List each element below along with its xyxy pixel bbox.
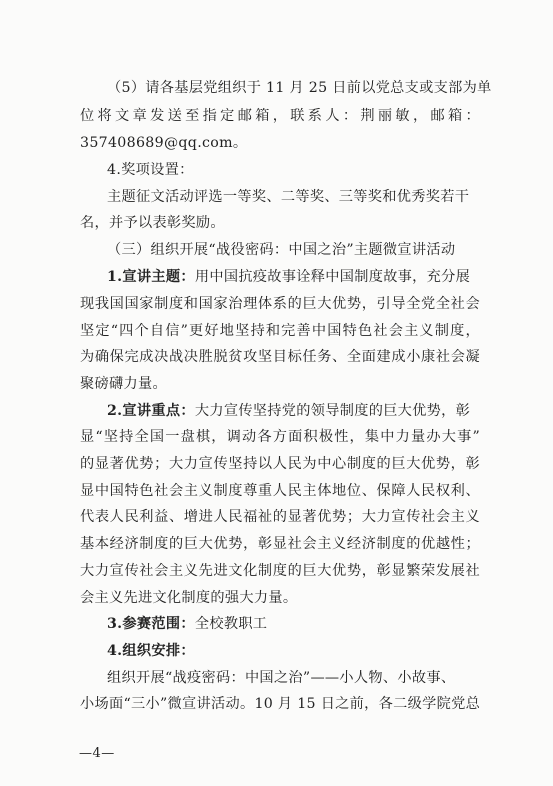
focus-line-4: 显中国特色社会主义制度尊重人民主体地位、保障人民权利、 bbox=[80, 483, 480, 499]
heading-awards: 4.奖项设置： bbox=[107, 162, 194, 178]
arrangement-line-2: 小场面“三小”微宣讲活动。10 月 15 日之前，各二级学院党总 bbox=[80, 696, 481, 712]
theme-text: 用中国抗疫故事诠释中国制度故事，充分展 bbox=[194, 269, 471, 285]
focus-line-5: 代表人民利益、增进人民福祉的显著优势；大力宣传社会主义 bbox=[80, 509, 480, 525]
paragraph-5-line-2: 位将文章发送至指定邮箱，联系人：荆丽敏，邮箱： bbox=[80, 108, 480, 124]
arrangement-heading: 4.组织安排： bbox=[107, 643, 195, 659]
theme-label: 1.宣讲主题： bbox=[107, 269, 195, 285]
awards-line-2: 名，并予以表彰奖励。 bbox=[80, 215, 225, 231]
focus-line-2: 显“坚持全国一盘棋，调动各方面积极性，集中力量办大事” bbox=[80, 429, 480, 445]
focus-line-7: 大力宣传社会主义先进文化制度的巨大优势，彰显繁荣发展社 bbox=[80, 563, 480, 579]
paragraph-5-line-3: 357408689@qq.com。 bbox=[80, 135, 248, 151]
focus-line-6: 基本经济制度的巨大优势，彰显社会主义经济制度的优越性； bbox=[80, 536, 480, 552]
focus-line-8: 会主义先进文化制度的强大力量。 bbox=[80, 590, 298, 606]
focus-text: 大力宣传坚持党的领导制度的巨大优势，彰 bbox=[194, 403, 471, 419]
awards-line-1: 主题征文活动评选一等奖、二等奖、三等奖和优秀奖若干 bbox=[107, 189, 470, 205]
focus-line-3: 的显著优势；大力宣传坚持以人民为中心制度的巨大优势，彰 bbox=[80, 456, 480, 472]
focus-line-1 bbox=[107, 401, 480, 421]
paragraph-5-line-1: （5）请各基层党组织于 11 月 25 日前以党总支或支部为单 bbox=[107, 80, 492, 96]
scope-label: 3.参赛范围： bbox=[107, 616, 195, 632]
theme-line-1 bbox=[107, 267, 480, 287]
arrangement-line-1: 组织开展“战疫密码：中国之治”——小人物、小故事、 bbox=[107, 670, 456, 686]
theme-line-4: 为确保完成决战决胜脱贫攻坚目标任务、全面建成小康社会凝 bbox=[80, 349, 480, 365]
theme-line-5: 聚磅礴力量。 bbox=[80, 376, 167, 392]
scope-text: 全校教职工 bbox=[194, 616, 268, 632]
scope-line bbox=[107, 614, 480, 634]
focus-label: 2.宣讲重点： bbox=[107, 403, 195, 419]
theme-line-3: 坚定“四个自信”更好地坚持和完善中国特色社会主义制度， bbox=[80, 323, 480, 339]
page-number: —4— bbox=[79, 746, 115, 761]
theme-line-2: 现我国国家制度和国家治理体系的巨大优势，引导全党全社会 bbox=[80, 296, 480, 312]
section-three-heading: （三）组织开展“战役密码：中国之治”主题微宣讲活动 bbox=[107, 242, 456, 258]
